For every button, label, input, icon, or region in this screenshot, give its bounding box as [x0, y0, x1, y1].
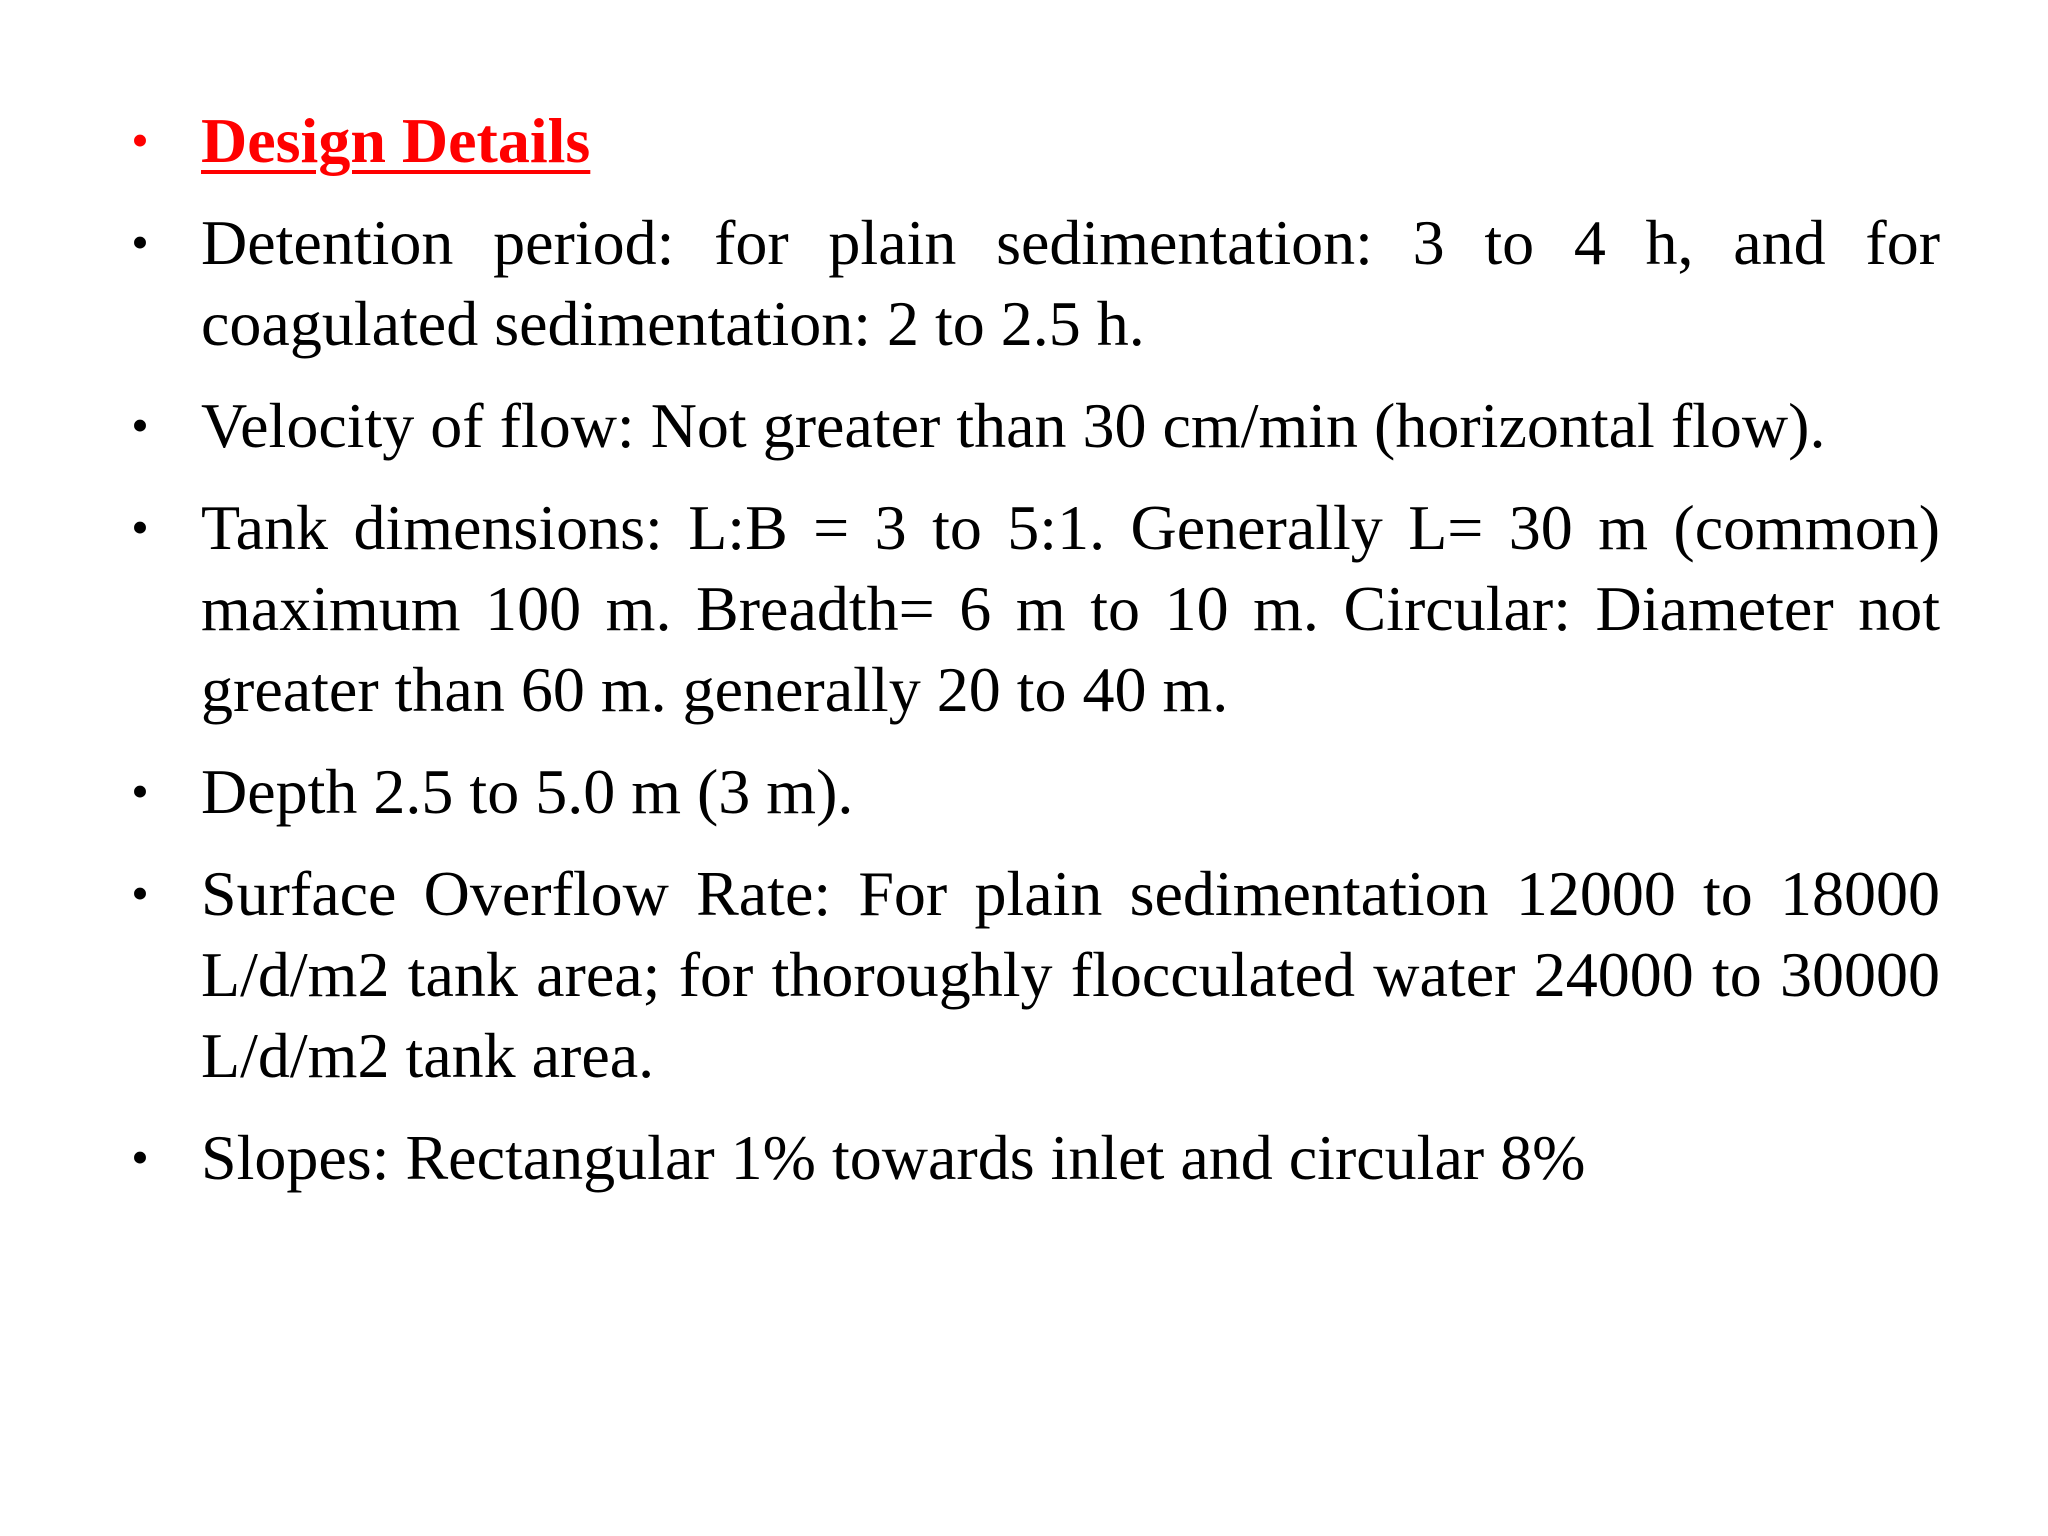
bullet-text: Velocity of flow: Not greater than 30 cm/min (horizontal flow).	[201, 390, 1826, 461]
bullet-tank-dimensions	[120, 487, 1940, 730]
bullet-text: Depth 2.5 to 5.0 m (3 m).	[201, 756, 854, 827]
bullet-text: Surface Overflow Rate: For plain sedimentation 12000 to 18000 L/d/m2 tank area; for thoroughly flocculated water 24000 to 30000 L/d/m2 tank area.	[201, 858, 1940, 1091]
bullet-surface-overflow-rate	[120, 853, 1940, 1096]
bullet-velocity-of-flow	[120, 385, 1940, 466]
bullet-list	[120, 100, 1940, 1219]
bullet-text: Detention period: for plain sedimentation: 3 to 4 h, and for coagulated sedimentation: 2 to 2.5 h.	[201, 207, 1940, 359]
bullet-dot-icon: •	[131, 397, 149, 453]
bullet-dot-icon: •	[131, 763, 149, 819]
bullet-dot-icon: •	[131, 499, 149, 555]
slide-heading: Design Details	[201, 105, 591, 176]
bullet-text: Slopes: Rectangular 1% towards inlet and circular 8%	[201, 1122, 1586, 1193]
bullet-dot-icon: •	[131, 214, 149, 270]
bullet-slopes	[120, 1117, 1940, 1198]
bullet-dot-icon: •	[131, 112, 149, 168]
bullet-detention-period	[120, 202, 1940, 364]
bullet-dot-icon: •	[131, 865, 149, 921]
bullet-depth	[120, 751, 1940, 832]
bullet-text: Tank dimensions: L:B = 3 to 5:1. Generally L= 30 m (common) maximum 100 m. Breadth= 6 m to 10 m. Circular: Diameter not greater than 60 m. generally 20 to 40 m.	[201, 492, 1940, 725]
heading-bullet	[120, 100, 1940, 181]
bullet-dot-icon: •	[131, 1129, 149, 1185]
